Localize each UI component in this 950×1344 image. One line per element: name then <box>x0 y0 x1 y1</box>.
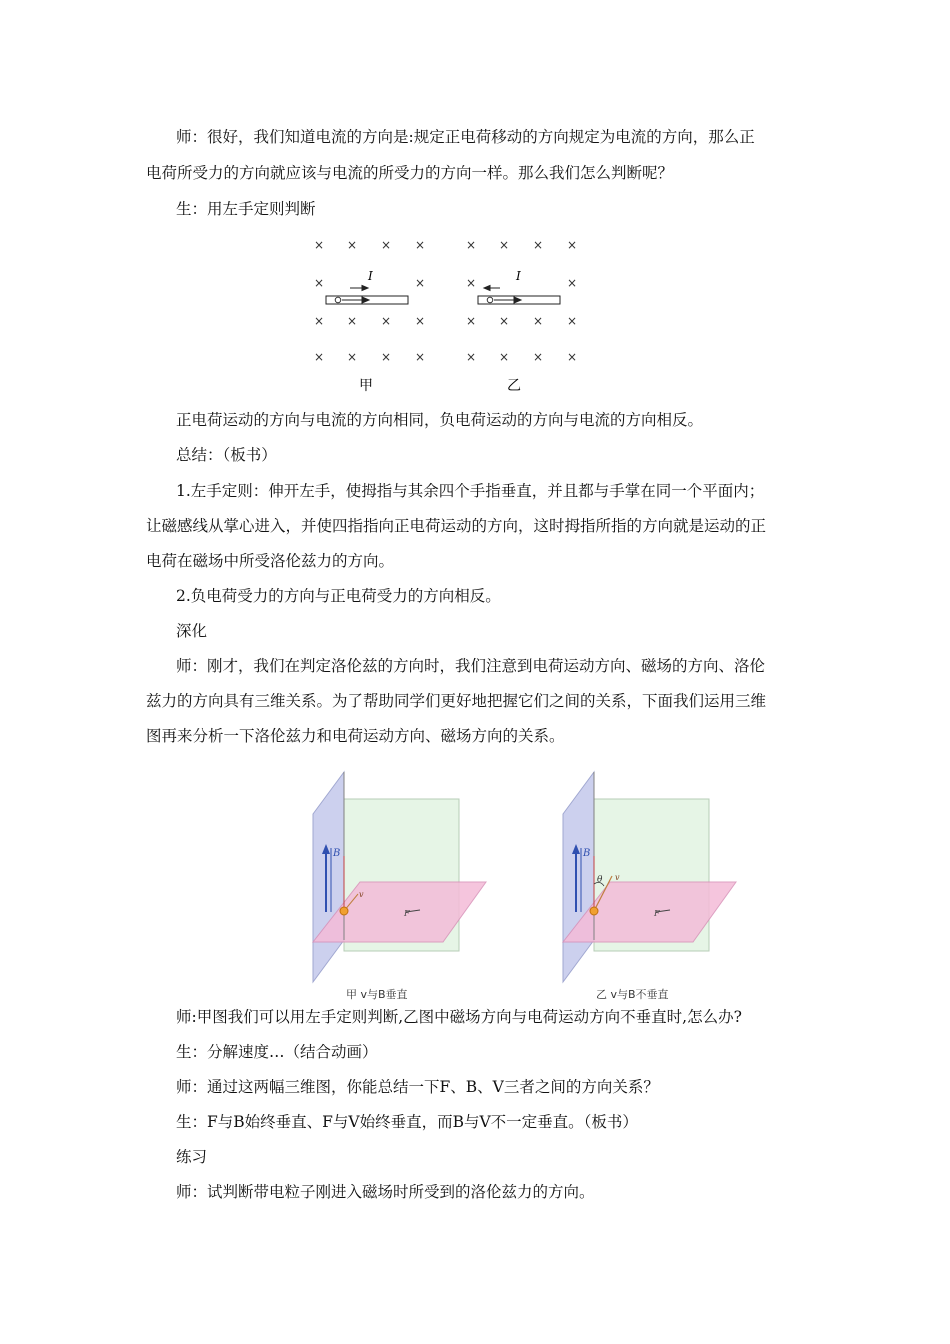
svg-text:×: × <box>346 314 358 328</box>
svg-text:×: × <box>532 238 544 252</box>
paragraph-teacher-summarize: 师：通过这两幅三维图，你能总结一下F、B、V三者之间的方向关系？ <box>176 1078 659 1096</box>
paragraph-student-fbv: 生：F与B始终垂直、F与V始终垂直，而B与V不一定垂直。（板书） <box>176 1113 638 1131</box>
svg-text:×: × <box>414 238 426 252</box>
svg-text:×: × <box>566 276 578 290</box>
svg-text:×: × <box>380 238 392 252</box>
paragraph-charge-direction: 正电荷运动的方向与电流的方向相同，负电荷运动的方向与电流的方向相反。 <box>176 411 704 429</box>
f-label-jia: F <box>404 909 410 918</box>
paragraph-rule-1-end: 电荷在磁场中所受洛伦兹力的方向。 <box>146 552 395 570</box>
svg-text:×: × <box>566 238 578 252</box>
svg-text:×: × <box>346 350 358 364</box>
svg-text:×: × <box>465 350 477 364</box>
svg-text:×: × <box>465 238 477 252</box>
svg-text:×: × <box>346 238 358 252</box>
theta-label: θ <box>597 875 603 885</box>
svg-text:×: × <box>465 314 477 328</box>
svg-text:×: × <box>465 276 477 290</box>
v-label-yi: v <box>615 873 620 882</box>
wire-right <box>478 286 560 305</box>
b-label-yi: B <box>583 848 591 859</box>
paragraph-student-decompose: 生：分解速度…（结合动画） <box>176 1043 378 1061</box>
figure2-caption-jia: 甲 v与B垂直 <box>346 988 408 1001</box>
paragraph-deepen-heading: 深化 <box>176 622 208 640</box>
svg-text:×: × <box>498 314 510 328</box>
svg-text:×: × <box>380 350 392 364</box>
paragraph-teacher-current-cont: 电荷所受力的方向就应该与电流的所受力的方向一样。那么我们怎么判断呢？ <box>146 164 674 182</box>
svg-text:×: × <box>313 314 325 328</box>
current-label-left: I <box>368 269 373 283</box>
paragraph-student-left-hand: 生：用左手定则判断 <box>176 200 316 218</box>
v-label-jia: v <box>359 890 364 899</box>
wire-field-figure <box>300 228 600 400</box>
figure1-caption-yi: 乙 <box>507 378 521 394</box>
diagram-jia <box>313 772 486 982</box>
three-d-plane-figure <box>300 764 755 1010</box>
diagram-yi <box>563 772 736 982</box>
field-marks <box>314 238 577 364</box>
f-label-yi: F <box>654 909 660 918</box>
svg-text:×: × <box>414 276 426 290</box>
svg-text:×: × <box>313 350 325 364</box>
svg-text:×: × <box>532 314 544 328</box>
wire-left <box>326 286 408 305</box>
paragraph-rule-2: 2.负电荷受力的方向与正电荷受力的方向相反。 <box>176 587 501 605</box>
svg-text:×: × <box>566 350 578 364</box>
figure2-caption-yi: 乙 v与B不垂直 <box>596 988 669 1001</box>
current-label-right: I <box>516 269 521 283</box>
b-label-jia: B <box>333 848 341 859</box>
svg-text:×: × <box>380 314 392 328</box>
paragraph-teacher-3d-end: 图再来分析一下洛伦兹力和电荷运动方向、磁场方向的关系。 <box>146 727 565 745</box>
paragraph-teacher-current: 师：很好，我们知道电流的方向是:规定正电荷移动的方向规定为电流的方向，那么正 <box>176 128 755 146</box>
paragraph-teacher-3d: 师：刚才，我们在判定洛伦兹的方向时，我们注意到电荷运动方向、磁场的方向、洛伦 <box>176 657 766 675</box>
paragraph-teacher-practice: 师：试判断带电粒子刚进入磁场时所受到的洛伦兹力的方向。 <box>176 1183 595 1201</box>
paragraph-rule-1: 1.左手定则：伸开左手，使拇指与其余四个手指垂直，并且都与手掌在同一个平面内； <box>176 482 765 500</box>
svg-text:×: × <box>414 350 426 364</box>
svg-text:×: × <box>498 238 510 252</box>
paragraph-practice-heading: 练习 <box>176 1148 208 1166</box>
svg-text:×: × <box>532 350 544 364</box>
svg-text:×: × <box>414 314 426 328</box>
svg-text:×: × <box>566 314 578 328</box>
svg-text:×: × <box>313 276 325 290</box>
svg-text:×: × <box>313 238 325 252</box>
paragraph-teacher-question: 师:甲图我们可以用左手定则判断,乙图中磁场方向与电荷运动方向不垂直时,怎么办? <box>176 1008 742 1026</box>
paragraph-teacher-3d-cont: 兹力的方向具有三维关系。为了帮助同学们更好地把握它们之间的关系，下面我们运用三维 <box>146 692 767 710</box>
figure1-caption-jia: 甲 <box>359 378 373 394</box>
paragraph-rule-1-cont: 让磁感线从掌心进入，并使四指指向正电荷运动的方向，这时拇指所指的方向就是运动的正 <box>146 517 767 535</box>
svg-text:×: × <box>498 350 510 364</box>
paragraph-summary-heading: 总结：（板书） <box>176 446 277 464</box>
